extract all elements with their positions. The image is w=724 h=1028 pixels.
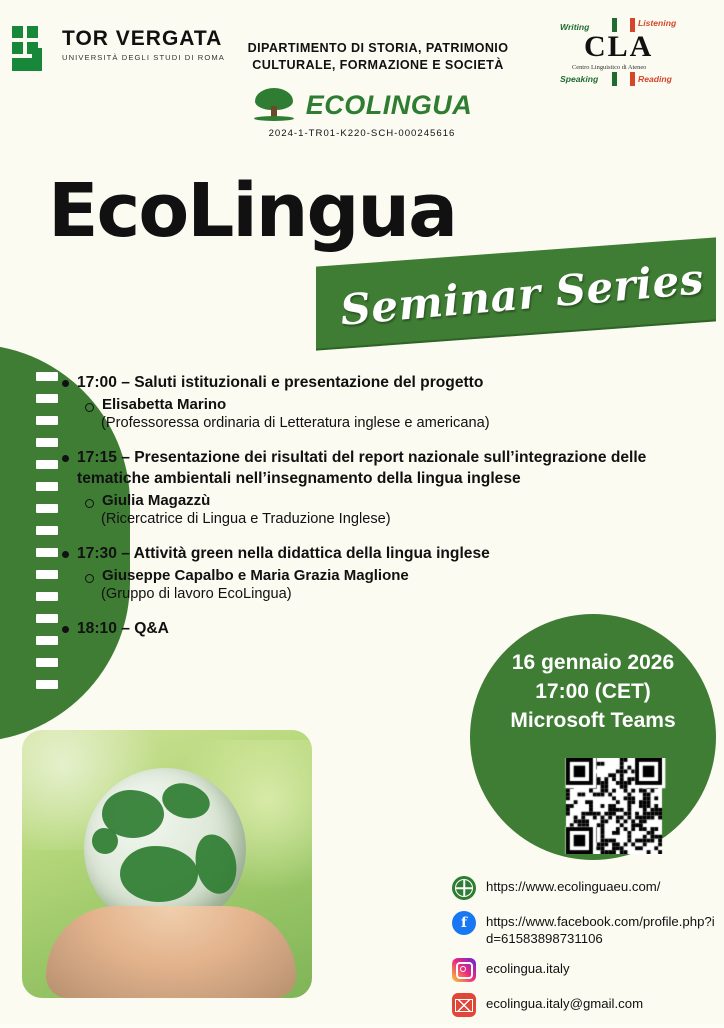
department-name: DIPARTIMENTO DI STORIA, PATRIMONIO CULTURALE, FORMAZIONE E SOCIETÀ [247,41,509,72]
cla-acronym: CLA [584,30,654,63]
contact-list [452,876,718,1028]
cla-caption: Centro Linguistico di Ateneo [572,64,647,71]
mail-icon [452,993,476,1017]
agenda-heading: Saluti istituzionali e presentazione del progetto [134,374,484,391]
university-logo [12,24,242,76]
bullet-dot-icon [62,551,69,558]
agenda-role: (Gruppo di lavoro EcoLingua) [101,586,292,602]
agenda-heading: Presentazione dei risultati del report nazionale sull’integrazione delle tematiche ambientali nell’insegnamento della lingua inglese [77,449,647,487]
qr-code[interactable] [540,758,688,854]
tree-icon [252,88,296,122]
globe-in-hands-photo [22,730,312,998]
project-code: 2024-1-TR01-K220-SCH-000245616 [268,128,456,139]
agenda-time: 17:15 [77,449,117,466]
ruler-decoration [36,372,60,702]
agenda-item: 18:10 – Q&A [62,618,712,639]
poster-header [0,10,724,92]
agenda-speaker: Maria Grazia Maglione [250,567,409,584]
cla-logo [556,16,692,92]
cla-skill-speaking: Speaking [560,74,599,84]
project-logo [0,88,724,139]
agenda-speaker: Giulia Magazzù [102,492,211,509]
agenda-speaker: Elisabetta Marino [102,396,227,413]
contact-row[interactable] [452,958,718,982]
contact-row[interactable] [452,911,718,947]
agenda-role: (Ricercatrice di Lingua e Traduzione Inglese) [101,511,391,527]
facebook-icon: f [452,911,476,935]
contact-row[interactable] [452,993,718,1017]
agenda-role: (Professoressa ordinaria di Letteratura inglese e americana) [101,415,490,431]
contact-website[interactable]: https://www.ecolinguaeu.com/ [486,879,661,894]
agenda-time: 18:10 [77,620,117,637]
agenda-heading: Attività green nella didattica della lingua inglese [133,545,490,562]
hands [46,906,296,998]
bullet-dot-icon [62,380,69,387]
contact-email[interactable]: ecolingua.italy@gmail.com [486,996,644,1011]
instagram-icon [452,958,476,982]
agenda-heading: Q&A [134,620,169,637]
cla-skill-listening: Listening [638,18,677,28]
bullet-ring-icon [85,499,94,508]
bullet-ring-icon [85,403,94,412]
agenda-item: 17:00 – Saluti istituzionali e presentazione del progetto Elisabetta Marino (Professoressa ordinaria di Letteratura inglese e americana) [62,372,712,431]
page-title: EcoLingua [48,168,457,254]
contact-row[interactable] [452,876,718,900]
bullet-dot-icon [62,626,69,633]
project-logo-word: ECOLINGUA [305,89,473,120]
bullet-ring-icon [85,574,94,583]
cla-skill-writing: Writing [560,22,590,32]
agenda-item: 17:15 – Presentazione dei risultati del report nazionale sull’integrazione delle tematiche ambientali nell’insegnamento della lingua inglese Giulia Magazzù (Ricercatrice di Lingua e Traduzione Inglese) [62,447,712,527]
university-name: TOR VERGATA [62,27,223,50]
event-time: 17:00 (CET) [535,680,651,703]
agenda-speaker: Giuseppe Capalbo [102,567,234,584]
university-subtitle: UNIVERSITÀ DEGLI STUDI DI ROMA [62,53,225,62]
event-details [480,648,706,735]
tor-vergata-mark-icon [12,26,54,72]
cla-skill-reading: Reading [638,74,672,84]
agenda-list [62,372,712,655]
event-date: 16 gennaio 2026 [511,651,675,674]
agenda-item: 17:30 – Attività green nella didattica della lingua inglese Giuseppe Capalbo e Maria Grazia Maglione (Gruppo di lavoro EcoLingua) [62,543,712,602]
agenda-time: 17:30 [77,545,117,562]
ribbon-label: Seminar Series [338,253,706,335]
agenda-time: 17:00 [77,374,117,391]
contact-facebook[interactable]: https://www.facebook.com/profile.php?id=61583898731106 [486,914,715,946]
contact-instagram[interactable]: ecolingua.italy [486,961,570,976]
globe-icon [452,876,476,900]
bullet-dot-icon [62,455,69,462]
event-platform: Microsoft Teams [510,709,676,732]
